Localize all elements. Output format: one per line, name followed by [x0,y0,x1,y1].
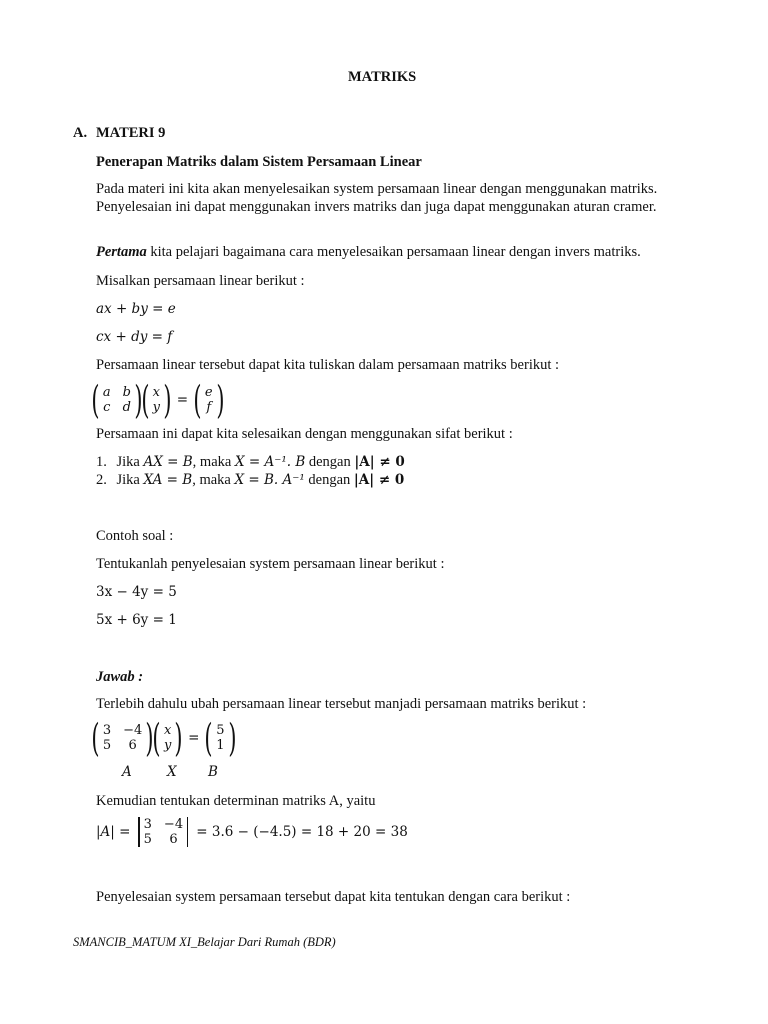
matrix-cell: 1 [216,738,225,753]
determinant-matrix [144,817,183,847]
right-paren: ) [215,378,225,422]
rule-determinant: |A| ≠ 0 [353,472,405,488]
example-matrix-equation [88,716,239,760]
left-paren: ( [152,716,161,760]
matrix-cell: 5 [143,832,152,847]
rule-jika: Jika [116,472,140,488]
general-matrix-equation [88,378,227,422]
label-matrix-x: X [167,764,177,780]
matrix-cell: x [163,723,172,738]
rule-condition: XA = B [143,472,193,488]
ubah-text: Terlebih dahulu ubah persamaan linear tersebut manjadi persamaan matriks berikut : [96,696,587,712]
example-equation-2: 5x + 6y = 1 [96,612,177,628]
matrix-cell: 6 [169,832,178,847]
contoh-label: Contoh soal : [96,528,174,544]
variable-matrix [164,723,171,753]
coefficient-matrix [103,385,131,415]
right-paren: ) [163,378,172,422]
matrix-cell: f [206,400,212,415]
left-paren: ( [141,378,150,422]
coefficient-matrix [103,723,142,753]
right-paren: ) [227,716,237,760]
constant-matrix [205,385,213,415]
matrix-cell: a [102,385,111,400]
determinant-bar-left [138,817,139,847]
rule-maka: , maka [192,454,232,470]
right-paren: ) [145,716,154,760]
footer-text: SMANCIB_MATUM XI_Belajar Dari Rumah (BDR) [73,935,336,949]
subtitle: Penerapan Matriks dalam Sistem Persamaan Linear [96,154,422,170]
constant-matrix [216,723,224,753]
rule-determinant: |A| ≠ 0 [354,454,405,470]
pertama-word: Pertama [96,244,147,260]
rule-result: X = B. A⁻¹ [234,472,305,488]
misalkan-text: Misalkan persamaan linear berikut : [96,273,305,289]
right-paren: ) [134,378,143,422]
matrix-cell: b [122,385,131,400]
matrix-cell: −4 [123,723,143,738]
sifat-intro: Persamaan ini dapat kita selesaikan dengan menggunakan sifat berikut : [96,426,513,442]
intro-paragraph: Pada materi ini kita akan menyelesaikan system persamaan linear dengan menggunakan matriks. Penyelesaian ini dapat menggunakan invers matriks dan juga dapat menggunakan aturan cramer. [96,181,658,215]
equation-2: cx + dy = f [96,329,173,345]
matrix-cell: 3 [102,723,112,738]
rule-1 [96,453,405,471]
matrix-cell: 5 [102,738,112,753]
penyelesaian-text: Penyelesaian system persamaan tersebut dapat kita tentukan dengan cara berikut : [96,889,571,905]
label-matrix-b: B [208,764,218,780]
label-matrix-a: A [122,764,132,780]
matrix-cell: y [152,400,160,415]
rule-result: X = A⁻¹. B [234,454,306,470]
determinant-rhs: = 3.6 − (−4.5) = 18 + 20 = 38 [196,824,408,840]
matrix-cell: 3 [143,817,152,832]
matrix-cell: −4 [163,817,184,832]
equals-sign: = [176,392,189,408]
rule-condition: AX = B [143,454,193,470]
matrix-cell: x [152,385,160,400]
rule-maka: , maka [192,472,231,488]
matrix-cell: 6 [128,738,137,753]
rule-dengan: dengan [308,472,351,488]
left-paren: ( [193,378,202,422]
variable-matrix [153,385,160,415]
tentukan-text: Tentukanlah penyelesaian system persamaan linear berikut : [96,556,445,572]
example-equation-1: 3x − 4y = 5 [96,584,177,600]
determinant-expression [96,817,408,847]
matrix-cell: e [204,385,213,400]
rule-dengan: dengan [308,454,351,470]
section-title: MATERI 9 [96,125,166,141]
jawab-label: Jawab : [96,669,144,685]
right-paren: ) [174,716,183,760]
persamaan-matriks-text: Persamaan linear tersebut dapat kita tuliskan dalam persamaan matriks berikut : [96,357,560,373]
matrix-cell: 5 [216,723,225,738]
matrix-cell: d [122,400,131,415]
determinant-bar-right [187,817,188,847]
determinant-lhs: |A| = [96,824,131,840]
matrix-cell: c [103,400,111,415]
left-paren: ( [91,716,100,760]
left-paren: ( [204,716,213,760]
equation-1: ax + by = e [96,301,176,317]
equals-sign: = [188,730,200,746]
pertama-line [96,243,641,261]
rule-number: 2. [96,472,107,488]
left-paren: ( [91,378,100,422]
rule-2 [96,471,404,489]
determinan-intro: Kemudian tentukan determinan matriks A, yaitu [96,793,376,809]
rule-jika: Jika [116,454,140,470]
rule-number: 1. [96,454,107,470]
matrix-cell: y [163,738,172,753]
pertama-rest: kita pelajari bagaimana cara menyelesaikan persamaan linear dengan invers matriks. [146,244,641,260]
section-number: A. [73,125,88,141]
doc-title: MATRIKS [348,69,417,85]
